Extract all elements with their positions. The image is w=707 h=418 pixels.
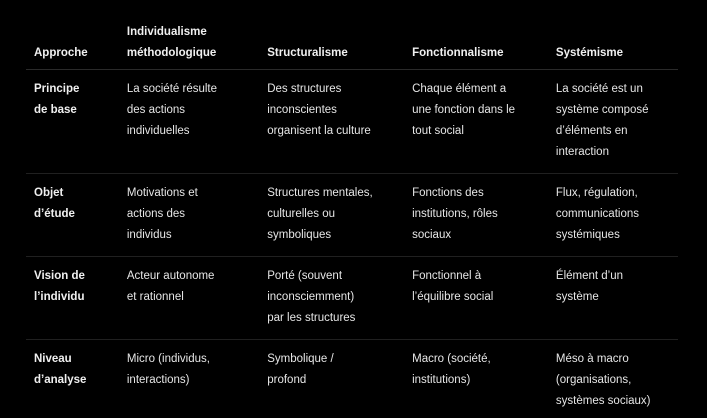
cell-text: des actions [126, 104, 186, 116]
header-structuralisme [259, 22, 404, 70]
row-label-text: de base [34, 104, 77, 116]
cell-text: tout social [412, 125, 464, 137]
table-cell [548, 174, 678, 257]
header-row [26, 22, 678, 70]
row-label-text: Objet [34, 187, 64, 199]
header-text: Structuralisme [267, 47, 348, 59]
cell-text: système [555, 291, 599, 303]
table-cell [259, 174, 404, 257]
table-cell [404, 257, 548, 340]
table-cell [119, 70, 259, 174]
cell-text: et rationnel [126, 291, 184, 303]
cell-text: l’équilibre social [412, 291, 494, 303]
cell-text: Motivations et [126, 187, 198, 199]
cell-text: organisent la culture [267, 125, 371, 137]
cell-text: La société résulte [126, 83, 218, 95]
table-cell [119, 257, 259, 340]
cell-text: d’éléments en [555, 125, 628, 137]
table-cell [119, 340, 259, 413]
row-label-text: Vision de [34, 270, 85, 282]
cell-text: communications [555, 208, 639, 220]
cell-text: culturelles ou [267, 208, 335, 220]
table-cell [548, 70, 678, 174]
row-label-text: l’individu [34, 291, 85, 303]
row-label-text: Principe [34, 83, 80, 95]
cell-text: Micro (individus, [126, 353, 210, 365]
cell-text: (organisations, [555, 374, 632, 386]
header-fonctionnalisme [404, 22, 548, 70]
cell-text: individuelles [126, 125, 190, 137]
header-text: Individualisme [126, 26, 207, 38]
row-label-text: Niveau [34, 353, 72, 365]
cell-text: interaction [555, 146, 609, 158]
row-label-principe [26, 70, 119, 174]
table-cell [259, 70, 404, 174]
cell-text: Fonctionnel à [412, 270, 482, 282]
cell-text: Flux, régulation, [555, 187, 638, 199]
cell-text: Symbolique / [267, 353, 334, 365]
header-individualisme [119, 22, 259, 70]
header-text: Systémisme [555, 47, 624, 59]
cell-text: systémiques [555, 229, 620, 241]
cell-text: profond [267, 374, 307, 386]
cell-text: par les structures [267, 312, 356, 324]
table-cell [259, 340, 404, 413]
row-label-objet [26, 174, 119, 257]
cell-text: inconsciemment) [267, 291, 355, 303]
cell-text: institutions, rôles [412, 208, 498, 220]
cell-text: système composé [555, 104, 649, 116]
table-cell [404, 340, 548, 413]
table-cell [404, 70, 548, 174]
cell-text: institutions) [412, 374, 471, 386]
table-row [26, 340, 678, 413]
table-row [26, 257, 678, 340]
cell-text: Acteur autonome [126, 270, 215, 282]
cell-text: sociaux [412, 229, 452, 241]
table-row [26, 174, 678, 257]
cell-text: Des structures [267, 83, 342, 95]
cell-text: individus [126, 229, 172, 241]
table-row [26, 70, 678, 174]
table-cell [119, 174, 259, 257]
row-label-niveau [26, 340, 119, 413]
header-approche [26, 22, 119, 70]
cell-text: actions des [126, 208, 186, 220]
cell-text: systèmes sociaux) [555, 395, 651, 407]
table-cell [404, 174, 548, 257]
cell-text: une fonction dans le [412, 104, 516, 116]
cell-text: Porté (souvent [267, 270, 343, 282]
cell-text: inconscientes [267, 104, 337, 116]
cell-text: Structures mentales, [267, 187, 373, 199]
cell-text: symboliques [267, 229, 332, 241]
cell-text: Fonctions des [412, 187, 484, 199]
cell-text: interactions) [126, 374, 190, 386]
cell-text: Élément d’un [555, 270, 624, 282]
row-label-vision [26, 257, 119, 340]
cell-text: Macro (société, [412, 353, 491, 365]
cell-text: Chaque élément a [412, 83, 507, 95]
header-text: Approche [34, 47, 88, 59]
header-text: méthodologique [126, 47, 217, 59]
cell-text: Méso à macro [555, 353, 629, 365]
comparison-table [26, 22, 678, 412]
cell-text: La société est un [555, 83, 643, 95]
header-systemisme [548, 22, 678, 70]
table-cell [548, 257, 678, 340]
header-text: Fonctionnalisme [412, 47, 504, 59]
row-label-text: d’analyse [34, 374, 87, 386]
table-cell [259, 257, 404, 340]
row-label-text: d’étude [34, 208, 75, 220]
table-cell [548, 340, 678, 413]
